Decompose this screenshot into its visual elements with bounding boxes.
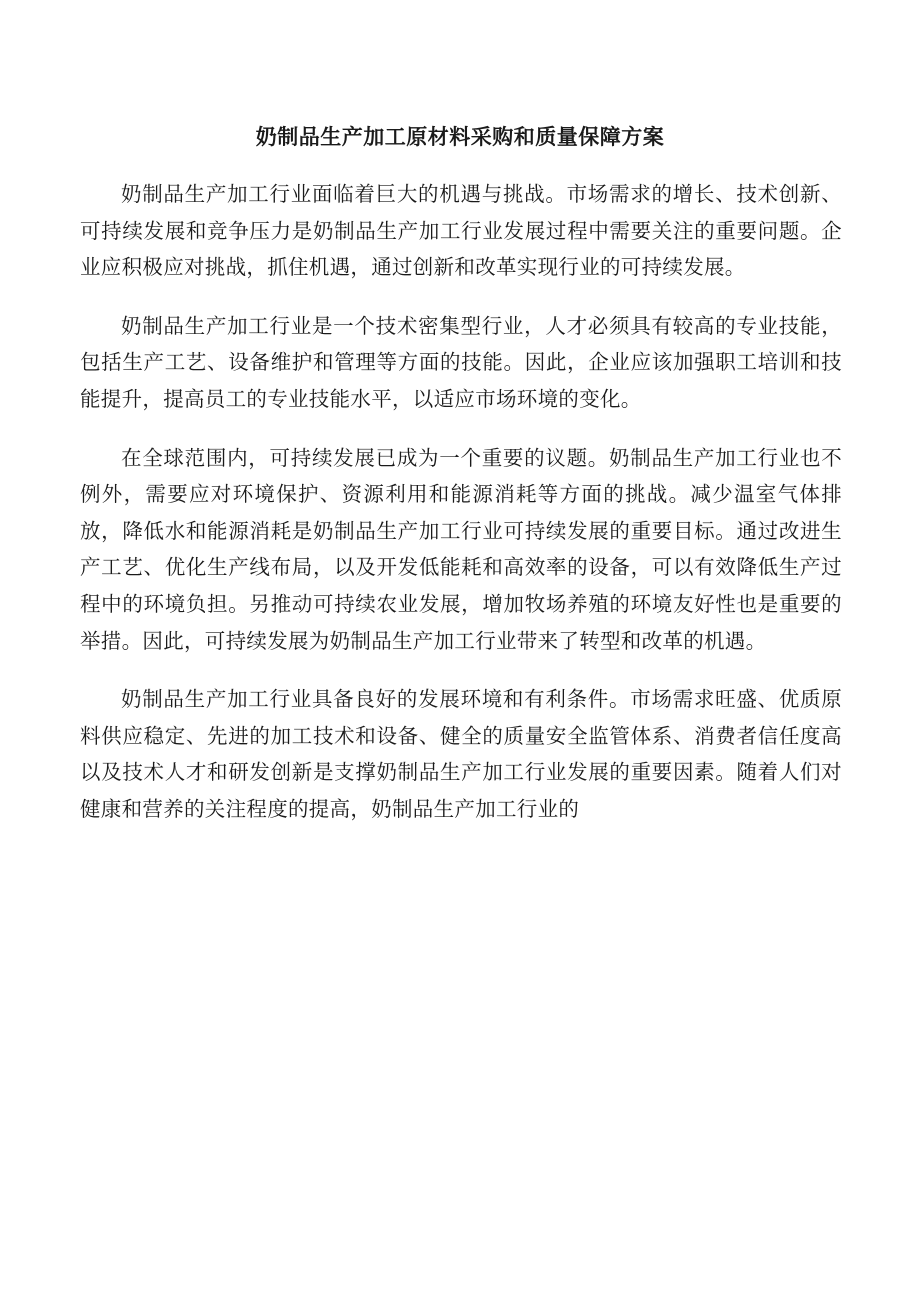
document-title: 奶制品生产加工原材料采购和质量保障方案 <box>255 125 665 149</box>
paragraph-1: 奶制品生产加工行业面临着巨大的机遇与挑战。市场需求的增长、技术创新、可持续发展和竞争压力是奶制品生产加工行业发展过程中需要关注的重要问题。企业应积极应对挑战，抓住机遇，通过创新和改革实现行业的可持续发展。 <box>80 182 842 280</box>
paragraph-2: 奶制品生产加工行业是一个技术密集型行业，人才必须具有较高的专业技能，包括生产工艺、设备维护和管理等方面的技能。因此，企业应该加强职工培训和技能提升，提高员工的专业技能水平，以适应市场环境的变化。 <box>80 313 842 411</box>
paragraph-3: 在全球范围内，可持续发展已成为一个重要的议题。奶制品生产加工行业也不例外，需要应对环境保护、资源利用和能源消耗等方面的挑战。减少温室气体排放，降低水和能源消耗是奶制品生产加工行业可持续发展的重要目标。通过改进生产工艺、优化生产线布局，以及开发低能耗和高效率的设备，可以有效降低生产过程中的环境负担。另推动可持续农业发展，增加牧场养殖的环境友好性也是重要的举措。因此，可持续发展为奶制品生产加工行业带来了转型和改革的机遇。 <box>80 445 842 653</box>
paragraph-4: 奶制品生产加工行业具备良好的发展环境和有利条件。市场需求旺盛、优质原料供应稳定、先进的加工技术和设备、健全的质量安全监管体系、消费者信任度高以及技术人才和研发创新是支撑奶制品生产加工行业发展的重要因素。随着人们对健康和营养的关注程度的提高，奶制品生产加工行业的 <box>80 687 842 821</box>
document-body <box>80 176 842 850</box>
